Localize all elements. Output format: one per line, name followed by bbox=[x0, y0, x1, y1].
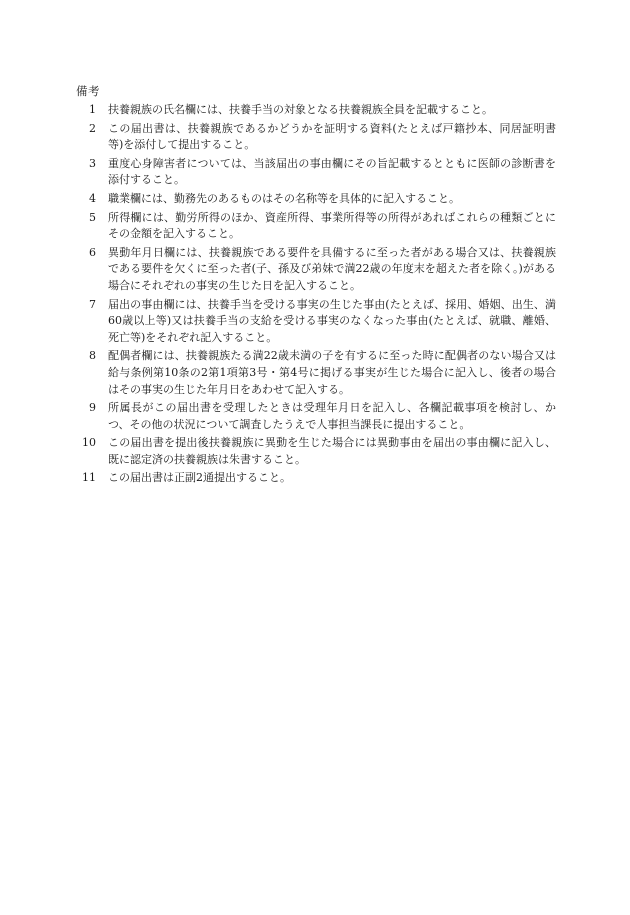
note-number: 2 bbox=[89, 121, 96, 135]
notes-list bbox=[76, 102, 556, 489]
note-number: 1 bbox=[89, 103, 96, 116]
note-text: 届出の事由欄には、扶養手当を受ける事実の生じた事由(たとえば、採用、婚姻、出生、満60歳以上等)又は扶養手当の支給を受ける事実のなくなった事由(たとえば、就職、離婚、死亡等)をそれぞれ記入すること。 bbox=[108, 297, 556, 344]
note-number: 5 bbox=[89, 210, 96, 224]
note-item bbox=[76, 121, 556, 154]
note-item bbox=[76, 156, 556, 189]
note-item bbox=[76, 400, 556, 433]
note-text: 配偶者欄には、扶養親族たる満22歳未満の子を有するに至った時に配偶者のない場合又は給与条例第10条の2第1項第3号・第4号に掲げる事実が生じた場合に記入し、後者の場合はその事実の生じた年月日をあわせて記入する。 bbox=[108, 349, 556, 396]
note-text: この届出書を提出後扶養親族に異動を生じた場合には異動事由を届出の事由欄に記入し、既に認定済の扶養親族は朱書すること。 bbox=[108, 436, 556, 466]
note-text: 所得欄には、勤労所得のほか、資産所得、事業所得等の所得があればこれらの種類ごとにその金額を記入すること。 bbox=[108, 210, 556, 241]
note-item bbox=[76, 102, 556, 119]
note-text: この届出書は、扶養親族であるかどうかを証明する資料(たとえば戸籍抄本、同居証明書等)を添付して提出すること。 bbox=[108, 121, 556, 152]
note-text: 重度心身障害者については、当該届出の事由欄にその旨記載するとともに医師の診断書を添付すること。 bbox=[108, 156, 556, 187]
note-number: 6 bbox=[89, 245, 96, 259]
note-number: 7 bbox=[89, 297, 96, 311]
note-item bbox=[76, 245, 556, 295]
note-item bbox=[76, 435, 556, 468]
note-item bbox=[76, 191, 556, 208]
note-number: 4 bbox=[89, 191, 96, 205]
note-text: この届出書は正副2通提出すること。 bbox=[108, 471, 291, 485]
note-item bbox=[76, 210, 556, 243]
note-text: 異動年月日欄には、扶養親族である要件を具備するに至った者がある場合又は、扶養親族である要件を欠くに至った者(子、孫及び弟妹で満22歳の年度末を超えた者を除く。)がある場合にそれぞれの事実の生じた日を記入すること。 bbox=[108, 245, 556, 292]
note-item bbox=[76, 470, 556, 487]
note-number: 10 bbox=[82, 436, 96, 450]
note-number: 3 bbox=[89, 156, 96, 170]
note-text: 所属長がこの届出書を受理したときは受理年月日を記入し、各欄記載事項を検討し、かつ、その他の状況について調査したうえで人事担当課長に提出すること。 bbox=[108, 401, 556, 431]
notes-heading: 備考 bbox=[76, 84, 100, 98]
note-item bbox=[76, 297, 556, 347]
note-number: 8 bbox=[89, 349, 96, 363]
note-number: 9 bbox=[89, 401, 96, 415]
note-text: 職業欄には、勤務先のあるものはその名称等を具体的に記入すること。 bbox=[108, 191, 460, 205]
note-number: 11 bbox=[82, 471, 96, 485]
note-item bbox=[76, 348, 556, 398]
note-text: 扶養親族の氏名欄には、扶養手当の対象となる扶養親族全員を記載すること。 bbox=[108, 103, 493, 116]
